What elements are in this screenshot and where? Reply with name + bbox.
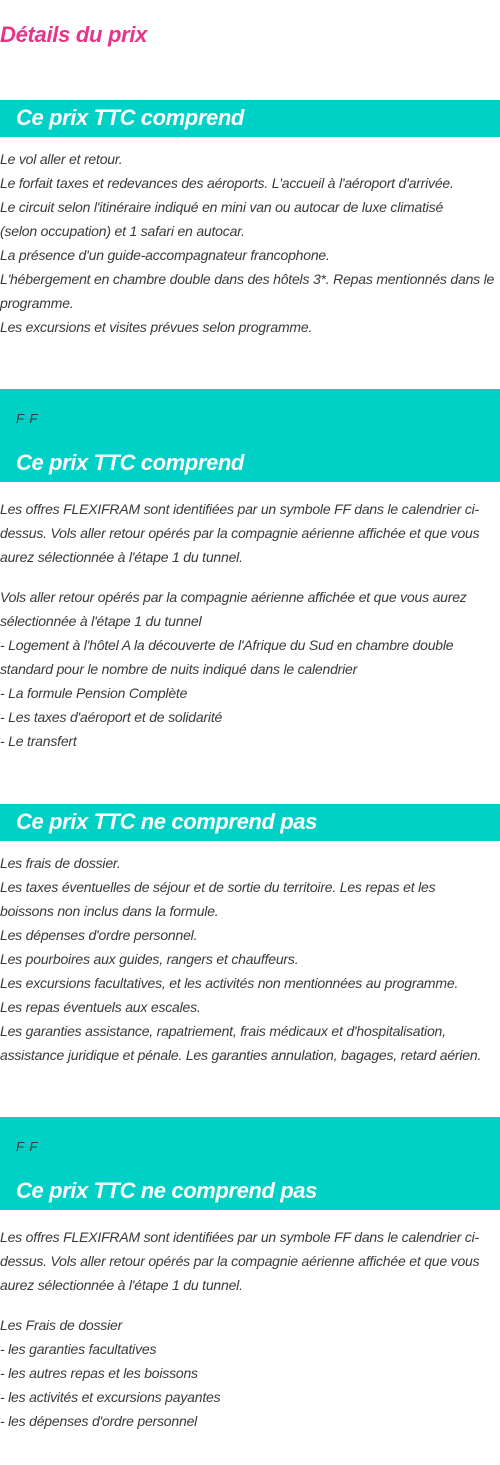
- section-body: [0, 1225, 500, 1433]
- text-line: - Les taxes d'aéroport et de solidarité: [0, 709, 223, 725]
- section-flexifram-includes: [0, 389, 500, 753]
- text-line: - Logement à l'hôtel A la découverte de l'Afrique du Sud en chambre double: [0, 637, 454, 653]
- text-line: dessus. Vols aller retour opérés par la compagnie aérienne affichée et que vous: [0, 1253, 480, 1269]
- text-line: Les offres FLEXIFRAM sont identifiées par un symbole FF dans le calendrier ci-: [0, 501, 480, 517]
- text-line: Les excursions facultatives, et les activités non mentionnées au programme.: [0, 975, 459, 991]
- text-line: La présence d'un guide-accompagnateur francophone.: [0, 247, 330, 263]
- text-line: - les garanties facultatives: [0, 1341, 157, 1357]
- text-line: Le circuit selon l'itinéraire indiqué en mini van ou autocar de luxe climatisé: [0, 199, 444, 215]
- text-line: Les excursions et visites prévues selon programme.: [0, 319, 313, 335]
- text-line: Les offres FLEXIFRAM sont identifiées par un symbole FF dans le calendrier ci-: [0, 1229, 480, 1245]
- text-line: aurez sélectionnée à l'étape 1 du tunnel.: [0, 1277, 243, 1293]
- page-title: Détails du prix: [0, 22, 148, 47]
- text-line: standard pour le nombre de nuits indiqué dans le calendrier: [0, 661, 358, 677]
- section-title: Ce prix TTC comprend: [16, 105, 244, 130]
- text-line: - les autres repas et les boissons: [0, 1365, 198, 1381]
- text-line: (selon occupation) et 1 safari en autocar.: [0, 223, 245, 239]
- text-line: assistance juridique et pénale. Les garanties annulation, bagages, retard aérien.: [0, 1047, 482, 1063]
- ff-tag: F F: [16, 1139, 39, 1154]
- text-line: Le vol aller et retour.: [0, 151, 123, 167]
- section-includes: [0, 100, 500, 339]
- text-line: Les garanties assistance, rapatriement, frais médicaux et d'hospitalisation,: [0, 1023, 446, 1039]
- text-line: - les dépenses d'ordre personnel: [0, 1413, 198, 1429]
- section-title: Ce prix TTC ne comprend pas: [16, 1178, 317, 1203]
- section-excludes: [0, 804, 500, 1067]
- section-flexifram-excludes: [0, 1117, 500, 1433]
- section-banner: [0, 389, 500, 482]
- section-body: [0, 851, 500, 1067]
- text-line: dessus. Vols aller retour opérés par la compagnie aérienne affichée et que vous: [0, 525, 480, 541]
- text-line: aurez sélectionnée à l'étape 1 du tunnel.: [0, 549, 243, 565]
- section-banner: [0, 804, 500, 841]
- text-line: Les taxes éventuelles de séjour et de sortie du territoire. Les repas et les: [0, 879, 436, 895]
- text-line: Les frais de dossier.: [0, 855, 121, 871]
- section-title: Ce prix TTC ne comprend pas: [16, 809, 317, 834]
- text-line: sélectionnée à l'étape 1 du tunnel: [0, 613, 202, 629]
- text-line: Les Frais de dossier: [0, 1317, 123, 1333]
- text-line: - Le transfert: [0, 733, 77, 749]
- text-line: boissons non inclus dans la formule.: [0, 903, 219, 919]
- section-body: [0, 497, 500, 753]
- ff-tag: F F: [16, 411, 39, 426]
- section-title: Ce prix TTC comprend: [16, 450, 244, 475]
- text-line: L'hébergement en chambre double dans des hôtels 3*. Repas mentionnés dans le: [0, 271, 495, 287]
- text-line: Vols aller retour opérés par la compagnie aérienne affichée et que vous aurez: [0, 589, 467, 605]
- text-line: programme.: [0, 295, 74, 311]
- text-line: - La formule Pension Complète: [0, 685, 188, 701]
- text-line: Les dépenses d'ordre personnel.: [0, 927, 198, 943]
- text-line: - les activités et excursions payantes: [0, 1389, 221, 1405]
- section-banner: [0, 1117, 500, 1210]
- text-line: Les pourboires aux guides, rangers et chauffeurs.: [0, 951, 299, 967]
- section-banner: [0, 100, 500, 137]
- text-line: Le forfait taxes et redevances des aéroports. L'accueil à l'aéroport d'arrivée.: [0, 175, 454, 191]
- text-line: Les repas éventuels aux escales.: [0, 999, 201, 1015]
- section-body: [0, 147, 500, 339]
